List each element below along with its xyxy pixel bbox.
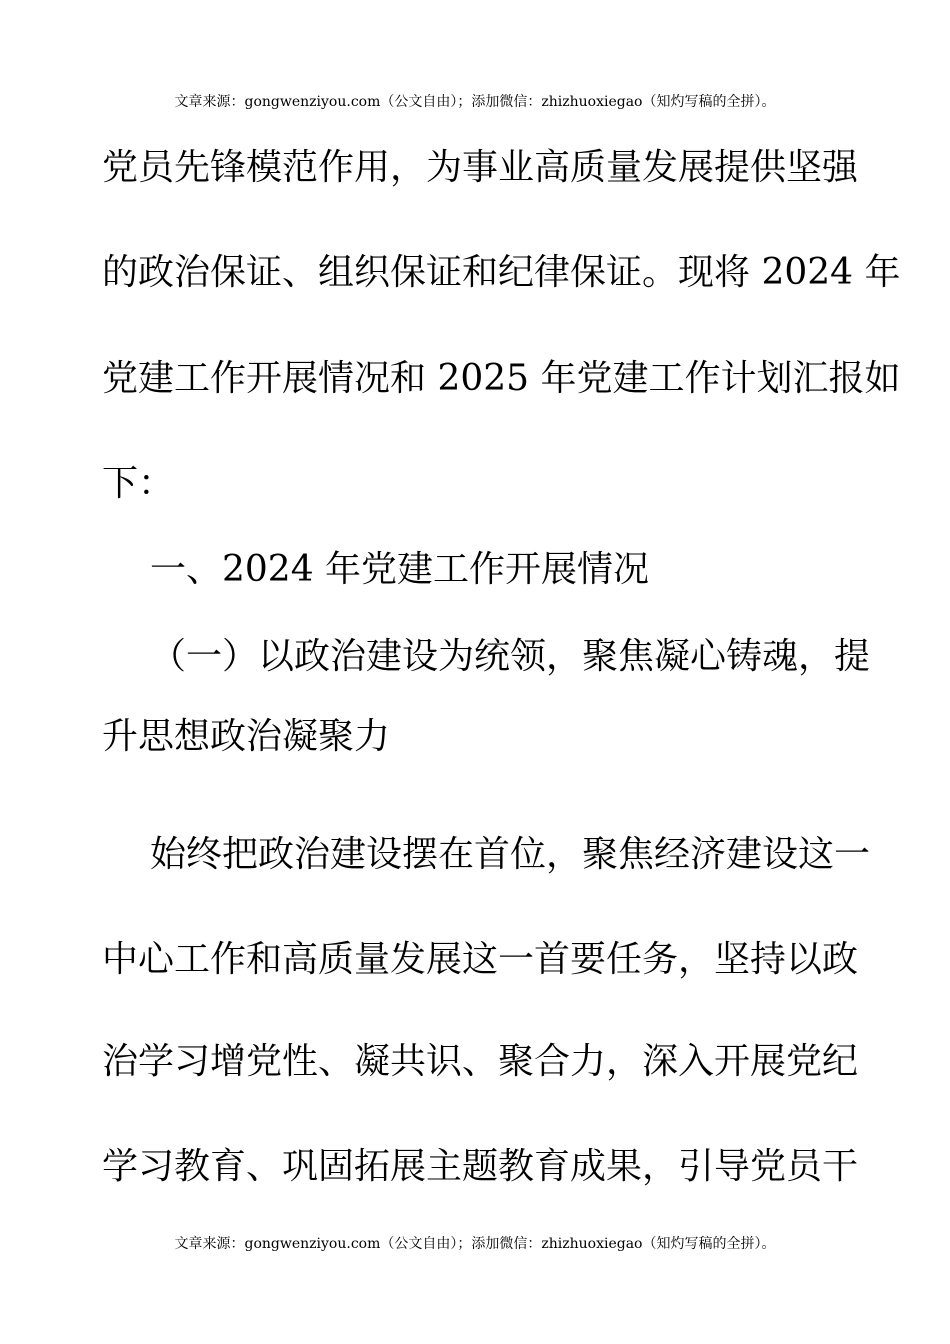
body-line-1: 党员先锋模范作用，为事业高质量发展提供坚强 bbox=[102, 147, 859, 188]
body-line-8: 始终把政治建设摆在首位，聚焦经济建设这一 bbox=[150, 834, 871, 875]
body-line-2: 的政治保证、组织保证和纪律保证。现将 2024 年 bbox=[102, 252, 901, 293]
subsection-heading-1-line-2: 升思想政治凝聚力 bbox=[102, 716, 391, 757]
body-line-3: 党建工作开展情况和 2025 年党建工作计划汇报如 bbox=[102, 358, 901, 399]
body-line-4: 下： bbox=[102, 463, 175, 504]
page-footer-source-note: 文章来源：gongwenziyou.com（公文自由）；添加微信：zhizhuoxiegao（知灼写稿的全拼）。 bbox=[174, 1236, 776, 1252]
body-line-10: 治学习增党性、凝共识、聚合力，深入开展党纪 bbox=[102, 1041, 859, 1082]
body-line-11: 学习教育、巩固拓展主题教育成果，引导党员干 bbox=[102, 1146, 859, 1187]
body-line-9: 中心工作和高质量发展这一首要任务，坚持以政 bbox=[102, 939, 859, 980]
page-header-source-note: 文章来源：gongwenziyou.com（公文自由）；添加微信：zhizhuoxiegao（知灼写稿的全拼）。 bbox=[174, 94, 776, 110]
section-heading-1: 一、2024 年党建工作开展情况 bbox=[150, 549, 650, 590]
subsection-heading-1-line-1: （一）以政治建设为统领，聚焦凝心铸魂，提 bbox=[150, 636, 871, 677]
